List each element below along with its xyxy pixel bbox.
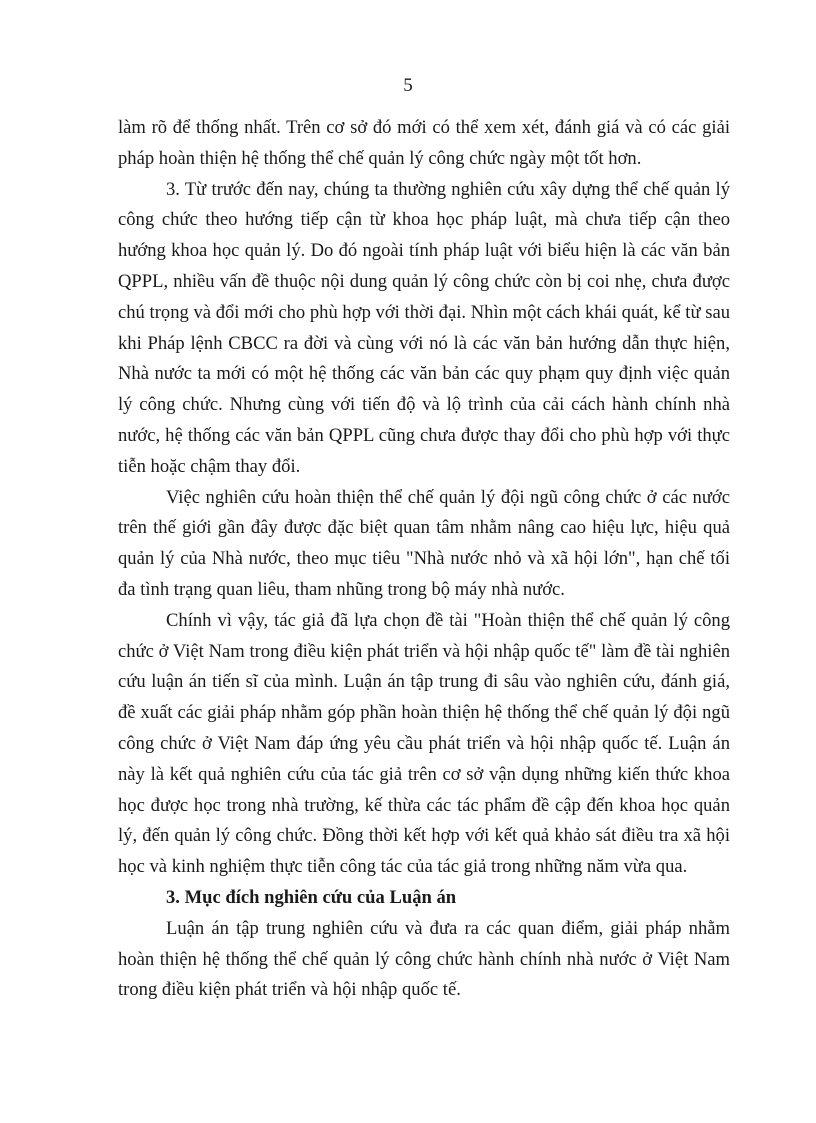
paragraph-purpose: Luận án tập trung nghiên cứu và đưa ra các quan điểm, giải pháp nhằm hoàn thiện hệ thống thể chế quản lý công chức hành chính nhà nước ở Việt Nam trong điều kiện phát triển và hội nhập quốc tế. <box>118 917 730 1001</box>
paragraph-continuation: làm rõ để thống nhất. Trên cơ sở đó mới có thể xem xét, đánh giá và có các giải pháp hoàn thiện hệ thống thể chế quản lý công chức ngày một tốt hơn. <box>118 117 730 169</box>
paragraph-topic-choice: Chính vì vậy, tác giả đã lựa chọn đề tài "Hoàn thiện thể chế quản lý công chức ở Việt Nam trong điều kiện phát triển và hội nhập quốc tế" làm đề tài nghiên cứu luận án tiến sĩ của mình. Luận án tập trung đi sâu vào nghiên cứu, đánh giá, đề xuất các giải pháp nhằm góp phần hoàn thiện hệ thống thể chế quản lý đội ngũ công chức ở Việt Nam đáp ứng yêu cầu phát triển và hội nhập quốc tế. Luận án này là kết quả nghiên cứu của tác giả trên cơ sở vận dụng những kiến thức khoa học được học trong nhà trường, kế thừa các tác phẩm đề cập đến khoa học quản lý, đến quản lý công chức. Đồng thời kết hợp với kết quả khảo sát điều tra xã hội học và kinh nghiệm thực tiễn công tác của tác giả trong những năm vừa qua. <box>118 609 730 878</box>
section-heading: 3. Mục đích nghiên cứu của Luận án <box>166 886 457 908</box>
page-number: 5 <box>403 75 413 96</box>
document-body <box>118 113 730 1006</box>
paragraph-international: Việc nghiên cứu hoàn thiện thể chế quản lý đội ngũ công chức ở các nước trên thế giới gần đây được đặc biệt quan tâm nhằm nâng cao hiệu lực, hiệu quả quản lý của Nhà nước, theo mục tiêu "Nhà nước nhỏ và xã hội lớn", hạn chế tối đa tình trạng quan liêu, tham nhũng trong bộ máy nhà nước. <box>118 486 730 600</box>
paragraph-approach: 3. Từ trước đến nay, chúng ta thường nghiên cứu xây dựng thể chế quản lý công chức theo hướng tiếp cận từ khoa học pháp luật, mà chưa tiếp cận theo hướng khoa học quản lý. Do đó ngoài tính pháp luật với biểu hiện là các văn bản QPPL, nhiều vấn đề thuộc nội dung quản lý công chức còn bị coi nhẹ, chưa được chú trọng và đổi mới cho phù hợp với thời đại. Nhìn một cách khái quát, kể từ sau khi Pháp lệnh CBCC ra đời và cùng với nó là các văn bản hướng dẫn thực hiện, Nhà nước ta mới có một hệ thống các văn bản các quy phạm quy định việc quản lý công chức. Nhưng cùng với tiến độ và lộ trình của cải cách hành chính nhà nước, hệ thống các văn bản QPPL cũng chưa được thay đổi cho phù hợp với thực tiễn hoặc chậm thay đổi. <box>118 178 730 477</box>
